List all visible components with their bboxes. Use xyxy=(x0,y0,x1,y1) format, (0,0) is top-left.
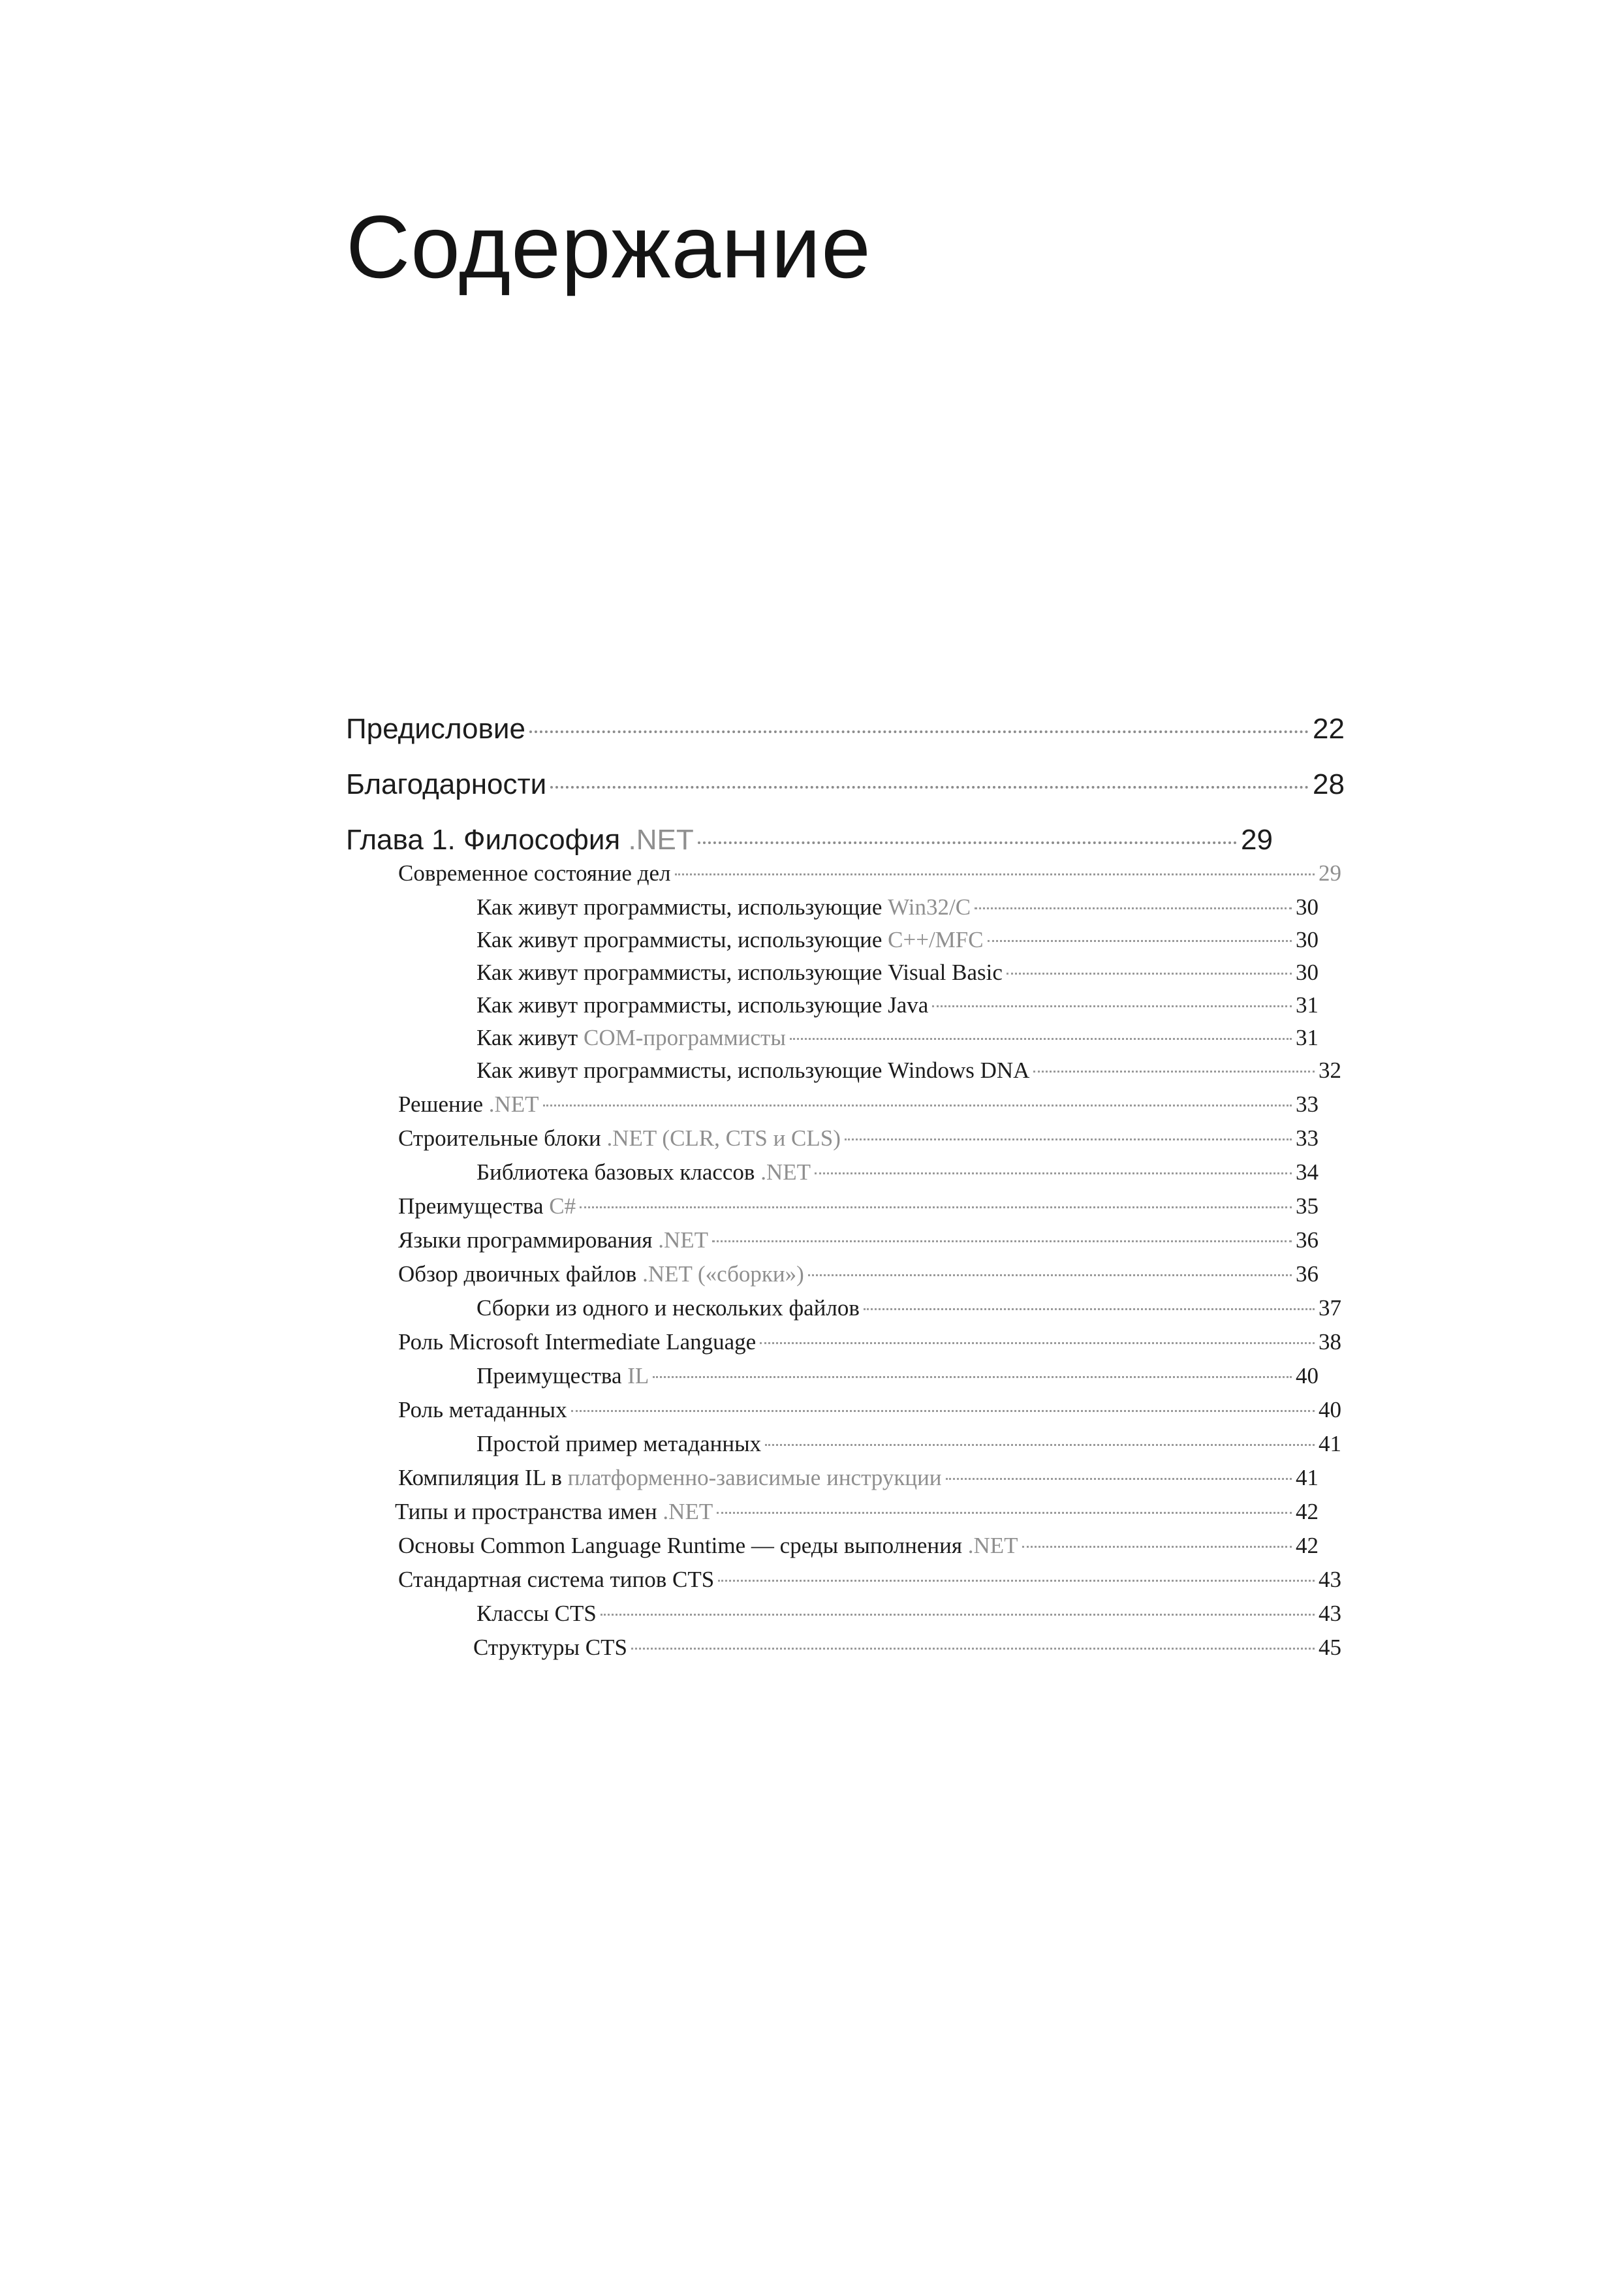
toc-entry xyxy=(346,713,1345,745)
toc-entry-title: Компиляция IL в платформенно-зависимые инструкции xyxy=(398,1465,942,1490)
toc-entry xyxy=(476,1159,1319,1185)
toc-entry-title: Как живут COM-программисты xyxy=(476,1025,786,1050)
toc-entry-title: Преимущества IL xyxy=(476,1363,649,1388)
toc-entry-title: Основы Common Language Runtime — среды выполнения .NET xyxy=(398,1533,1018,1558)
toc-entry-title: Преимущества C# xyxy=(398,1193,576,1219)
toc-entry xyxy=(398,1533,1319,1559)
toc-entry-title: Стандартная система типов CTS xyxy=(398,1567,715,1592)
toc-entry-title: Современное состояние дел xyxy=(398,860,671,886)
toc-entry-page: 40 xyxy=(1296,1363,1319,1388)
toc-entry xyxy=(476,960,1319,986)
toc-entry xyxy=(395,1499,1319,1525)
dot-leader xyxy=(760,1342,1315,1344)
toc-entry-title: Сборки из одного и нескольких файлов xyxy=(476,1295,860,1321)
dot-leader xyxy=(631,1648,1315,1650)
toc-entry-page: 22 xyxy=(1313,713,1345,745)
dot-leader xyxy=(765,1444,1315,1446)
toc-entry-title: Как живут программисты, использующие Windows DNA xyxy=(476,1058,1030,1083)
dot-leader xyxy=(946,1478,1292,1480)
page-title: Содержание xyxy=(346,197,871,296)
dot-leader xyxy=(712,1240,1292,1242)
dot-leader xyxy=(653,1376,1292,1378)
dot-leader xyxy=(790,1038,1292,1040)
toc-entry xyxy=(398,1329,1341,1355)
dot-leader xyxy=(543,1105,1292,1106)
toc-entry-page: 41 xyxy=(1296,1465,1319,1490)
toc-entry xyxy=(398,1261,1319,1287)
toc-chapter-entry xyxy=(346,824,1273,856)
toc-entry-page: 40 xyxy=(1319,1397,1341,1422)
toc-entry-page: 45 xyxy=(1319,1635,1341,1660)
toc-entry-page: 28 xyxy=(1313,768,1345,800)
toc-entry xyxy=(398,860,1341,886)
dot-leader xyxy=(932,1005,1292,1007)
toc-entry-page: 38 xyxy=(1319,1329,1341,1355)
dot-leader xyxy=(1007,973,1292,975)
toc-entry xyxy=(476,1431,1341,1457)
toc-entry xyxy=(398,1397,1341,1423)
toc-entry xyxy=(398,1227,1319,1253)
toc-entry-title: Структуры CTS xyxy=(473,1635,627,1660)
toc-entry-title: Библиотека базовых классов .NET xyxy=(476,1159,811,1185)
toc-entry-title: Роль Microsoft Intermediate Language xyxy=(398,1329,757,1355)
toc-entry xyxy=(398,1193,1319,1219)
toc-entry-title: Глава 1. Философия .NET xyxy=(346,824,694,856)
toc-entry-page: 30 xyxy=(1296,894,1319,920)
toc-entry-page: 31 xyxy=(1296,1025,1319,1050)
toc-entry-title: Благодарности xyxy=(346,768,547,800)
dot-leader xyxy=(550,786,1309,789)
dot-leader xyxy=(845,1138,1292,1140)
toc-entry xyxy=(398,1567,1341,1593)
dot-leader xyxy=(698,841,1237,844)
toc-entry xyxy=(476,927,1319,953)
toc-entry-title: Предисловие xyxy=(346,713,525,745)
toc-entry xyxy=(398,1091,1319,1118)
toc-entry xyxy=(476,894,1319,920)
dot-leader xyxy=(529,730,1309,733)
dot-leader xyxy=(580,1206,1292,1208)
toc-entry-page: 35 xyxy=(1296,1193,1319,1219)
dot-leader xyxy=(808,1274,1292,1276)
toc-entry xyxy=(476,992,1319,1018)
toc-entry-title: Как живут программисты, использующие Win32/C xyxy=(476,894,971,920)
dot-leader xyxy=(1022,1546,1292,1548)
toc-entry-title: Как живут программисты, использующие Java xyxy=(476,992,929,1018)
dot-leader xyxy=(601,1614,1315,1616)
toc-entry-page: 33 xyxy=(1296,1125,1319,1151)
toc-entry-page: 34 xyxy=(1296,1159,1319,1185)
dot-leader xyxy=(718,1580,1315,1582)
dot-leader xyxy=(864,1308,1315,1310)
toc-entry xyxy=(476,1295,1341,1321)
dot-leader xyxy=(717,1512,1292,1514)
dot-leader xyxy=(675,873,1315,875)
toc-entry xyxy=(476,1363,1319,1389)
toc-entry-page: 36 xyxy=(1296,1227,1319,1253)
toc-entry-page: 29 xyxy=(1319,860,1341,886)
toc-entry-page: 41 xyxy=(1319,1431,1341,1456)
toc-entry xyxy=(476,1601,1341,1627)
toc-entry xyxy=(473,1635,1341,1661)
toc-entry-title: Как живут программисты, использующие Visual Basic xyxy=(476,960,1003,985)
toc-entry xyxy=(476,1058,1341,1084)
dot-leader xyxy=(975,907,1292,909)
dot-leader xyxy=(571,1410,1315,1412)
toc-entry xyxy=(398,1465,1319,1491)
toc-entry-title: Обзор двоичных файлов .NET («сборки») xyxy=(398,1261,804,1287)
toc-entry xyxy=(476,1025,1319,1051)
toc-entry-page: 43 xyxy=(1319,1567,1341,1592)
toc-entry-page: 42 xyxy=(1296,1533,1319,1558)
toc-entry xyxy=(346,768,1345,801)
toc-entry-page: 29 xyxy=(1241,824,1273,856)
toc-entry-title: Типы и пространства имен .NET xyxy=(395,1499,713,1524)
toc-entry-title: Как живут программисты, использующие C++/MFC xyxy=(476,927,984,952)
toc-entry-page: 32 xyxy=(1319,1058,1341,1083)
toc-entry-page: 33 xyxy=(1296,1091,1319,1117)
toc-entry-title: Классы CTS xyxy=(476,1601,597,1626)
toc-entry-title: Роль метаданных xyxy=(398,1397,567,1422)
toc-entry-page: 37 xyxy=(1319,1295,1341,1321)
toc-entry-page: 31 xyxy=(1296,992,1319,1018)
toc-entry-page: 42 xyxy=(1296,1499,1319,1524)
toc-entry-page: 36 xyxy=(1296,1261,1319,1287)
dot-leader xyxy=(1033,1071,1315,1073)
toc-entry-page: 43 xyxy=(1319,1601,1341,1626)
toc-entry-title: Решение .NET xyxy=(398,1091,539,1117)
toc-entry-title: Языки программирования .NET xyxy=(398,1227,709,1253)
dot-leader xyxy=(815,1172,1292,1174)
toc-entry-title: Простой пример метаданных xyxy=(476,1431,762,1456)
toc-entry-page: 30 xyxy=(1296,960,1319,985)
dot-leader xyxy=(988,940,1292,942)
toc-entry xyxy=(398,1125,1319,1152)
toc-entry-title: Строительные блоки .NET (CLR, CTS и CLS) xyxy=(398,1125,841,1151)
toc-entry-page: 30 xyxy=(1296,927,1319,952)
